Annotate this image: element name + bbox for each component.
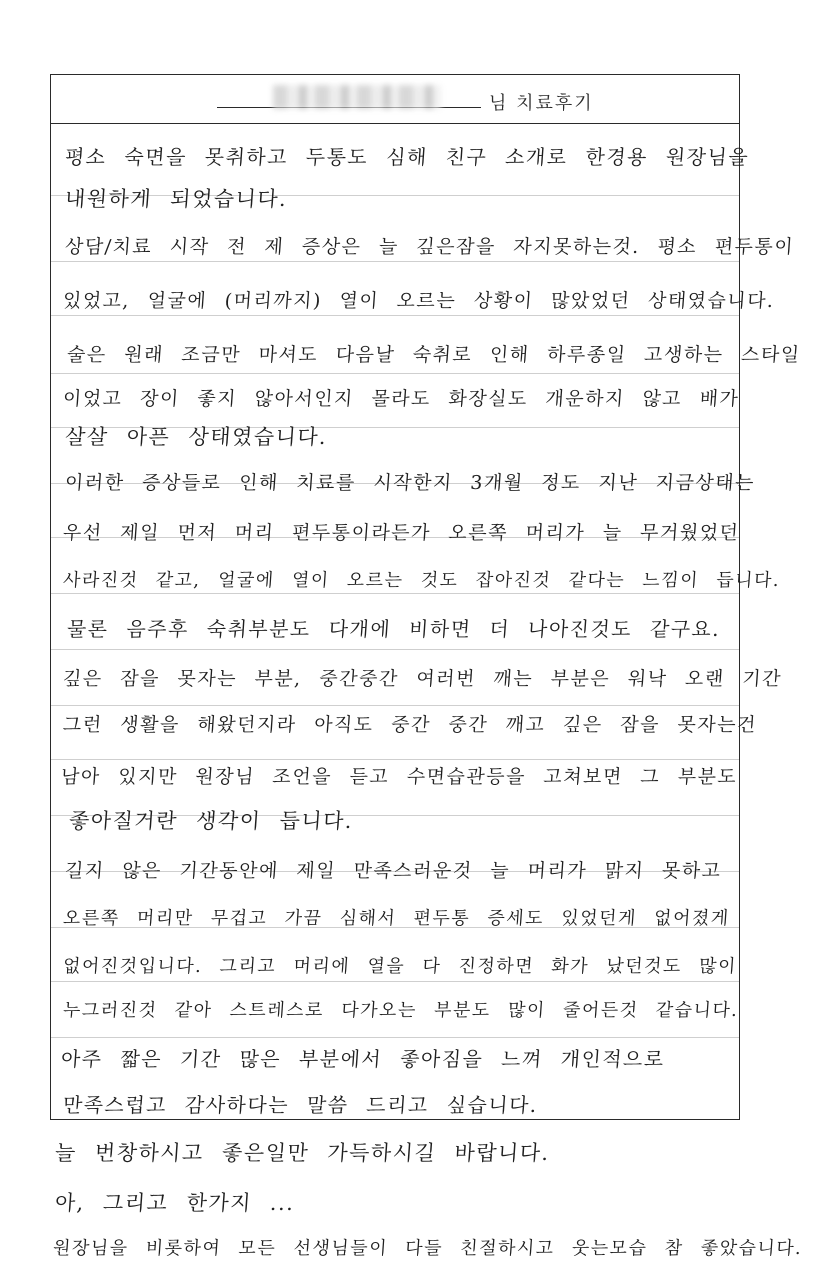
- review-line: 살살 아픈 상태였습니다.: [64, 425, 329, 449]
- ruled-line: [51, 759, 739, 760]
- ruled-line: [51, 373, 739, 374]
- review-line: 사라진것 같고, 얼굴에 열이 오르는 것도 잡아진것 같다는 느낌이 듭니다.: [62, 570, 781, 591]
- review-line: 우선 제일 먼저 머리 편두통이라든가 오른쪽 머리가 늘 무거웠었던: [62, 522, 741, 544]
- review-line: 아, 그리고 한가지 ...: [54, 1191, 296, 1215]
- review-line: 만족스럽고 감사하다는 말씀 드리고 싶습니다.: [62, 1093, 539, 1117]
- review-line: 길지 않은 기간동안에 제일 만족스러운것 늘 머리가 맑지 못하고: [64, 860, 723, 882]
- review-line: 그런 생활을 해왔던지라 아직도 중간 중간 깨고 깊은 잠을 못자는건: [62, 714, 758, 736]
- review-line: 상담/치료 시작 전 제 증상은 늘 깊은잠을 자지못하는것. 평소 편두통이: [64, 236, 795, 258]
- ruled-line: [51, 649, 739, 650]
- review-line: 없어진것입니다. 그리고 머리에 열을 다 진정하면 화가 났던것도 많이: [62, 956, 738, 977]
- review-line: 남아 있지만 원장님 조언을 듣고 수면습관등을 고쳐보면 그 부분도: [60, 766, 739, 788]
- form-title: 님 치료후기: [489, 93, 594, 114]
- review-line: 이러한 증상들로 인해 치료를 시작한지 3개월 정도 지난 지금상태는: [64, 472, 756, 494]
- review-line: 깊은 잠을 못자는 부분, 중간중간 여러번 깨는 부분은 워낙 오랜 기간: [62, 668, 783, 690]
- review-line: 있었고, 얼굴에 (머리까지) 열이 오르는 상황이 많았었던 상태였습니다.: [62, 290, 776, 312]
- review-line: 내원하게 되었습니다.: [64, 187, 289, 211]
- review-line: 늘 번창하시고 좋은일만 가득하시길 바랍니다.: [54, 1141, 551, 1165]
- form-header: [51, 75, 739, 124]
- review-line: 좋아질거란 생각이 듭니다.: [68, 809, 354, 833]
- redacted-name: [273, 85, 441, 109]
- review-line: 원장님을 비롯하여 모든 선생님들이 다들 친절하시고 웃는모습 참 좋았습니다.: [52, 1238, 804, 1259]
- review-line: 오른쪽 머리만 무겁고 가끔 심해서 편두통 증세도 있었던게 없어졌게: [62, 908, 731, 929]
- ruled-line: [51, 705, 739, 706]
- review-line: 아주 짧은 기간 많은 부분에서 좋아짐을 느껴 개인적으로: [60, 1047, 666, 1071]
- review-line: 물론 음주후 숙취부분도 다개에 비하면 더 나아진것도 같구요.: [66, 617, 722, 641]
- review-line: 이었고 장이 좋지 않아서인지 몰라도 화장실도 개운하지 않고 배가: [62, 388, 741, 410]
- review-line: 술은 원래 조금만 마셔도 다음날 숙취로 인해 하루종일 고생하는 스타일: [66, 344, 802, 366]
- ruled-line: [51, 1037, 739, 1038]
- review-line: 누그러진것 같아 스트레스로 다가오는 부분도 많이 줄어든것 같습니다.: [62, 1000, 740, 1021]
- review-line: 평소 숙면을 못취하고 두통도 심해 친구 소개로 한경용 원장님을: [64, 145, 750, 169]
